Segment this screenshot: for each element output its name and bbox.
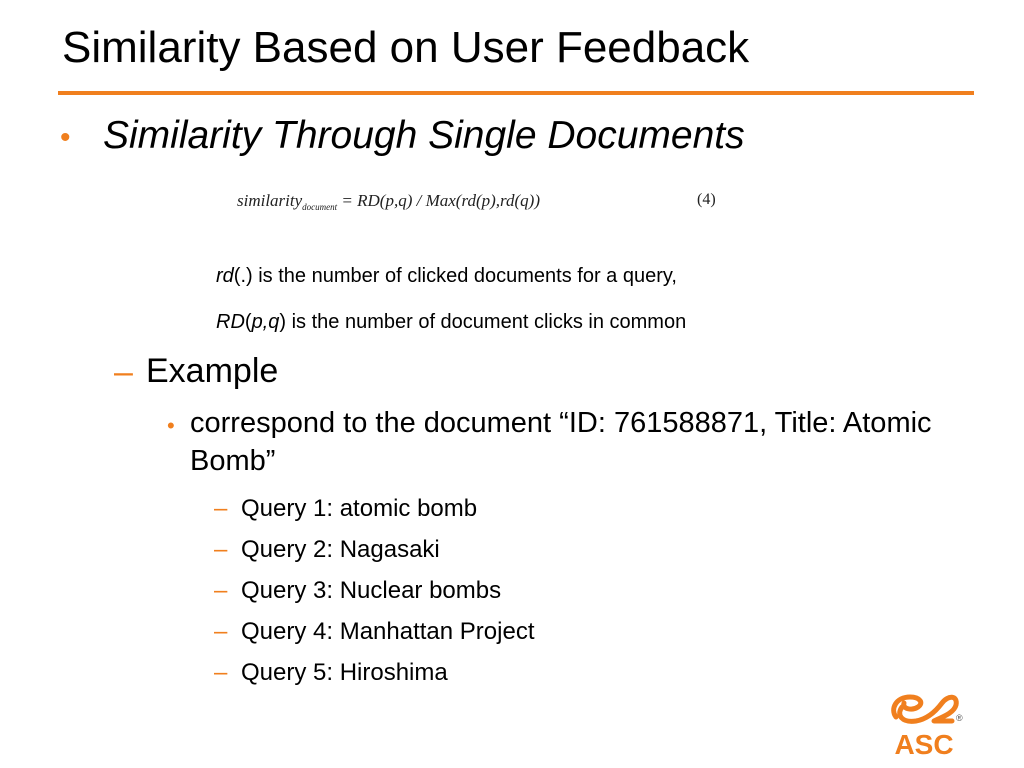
query-text: Query 2: Nagasaki (241, 536, 440, 563)
query-item (214, 532, 534, 573)
level2-dash: – (114, 353, 133, 391)
formula-lhs-subscript: document (302, 202, 338, 212)
query-item (214, 491, 534, 532)
query-text: Query 5: Hiroshima (241, 659, 448, 686)
query-text: Query 1: atomic bomb (241, 495, 478, 522)
level1-bullet: • (60, 121, 71, 154)
query-dash: – (214, 495, 228, 522)
logo-text: ASC (894, 729, 954, 760)
formula-rhs: = RD(p,q) / Max(rd(p),rd(q)) (341, 191, 540, 210)
definition-RD-text: ) is the number of document clicks in common (279, 311, 687, 333)
example-description: correspond to the document “ID: 761588871, Title: Atomic Bomb” (190, 407, 932, 477)
definition-RD-symbol: RD (216, 311, 245, 333)
level3-bullet: • (167, 413, 175, 438)
query-dash: – (214, 536, 228, 563)
query-dash: – (214, 577, 228, 604)
query-text: Query 4: Manhattan Project (241, 618, 535, 645)
example-label: Example (146, 352, 279, 390)
similarity-formula (237, 189, 540, 219)
definition-RD-paren: ( (244, 311, 252, 333)
query-item (214, 614, 534, 655)
asc-logo-icon (886, 683, 966, 763)
asc-logo-mark-icon (886, 683, 966, 731)
definition-rd-symbol: rd (216, 265, 234, 287)
formula-number: (4) (697, 191, 716, 208)
definition-rd (216, 263, 677, 289)
section-heading: Similarity Through Single Documents (103, 114, 745, 157)
query-dash: – (214, 659, 228, 686)
logo-registered-mark: ® (956, 713, 963, 723)
definition-RD-args: p,q (251, 311, 280, 333)
query-dash: – (214, 618, 228, 645)
query-text: Query 3: Nuclear bombs (241, 577, 502, 604)
definition-RD (216, 309, 686, 335)
query-item (214, 573, 534, 614)
slide-title: Similarity Based on User Feedback (62, 23, 750, 72)
definition-rd-text: (.) is the number of clicked documents for a query, (233, 265, 677, 287)
title-divider (58, 91, 974, 95)
query-list (214, 491, 534, 696)
query-item (214, 655, 534, 696)
formula-lhs: similarity (237, 191, 303, 210)
